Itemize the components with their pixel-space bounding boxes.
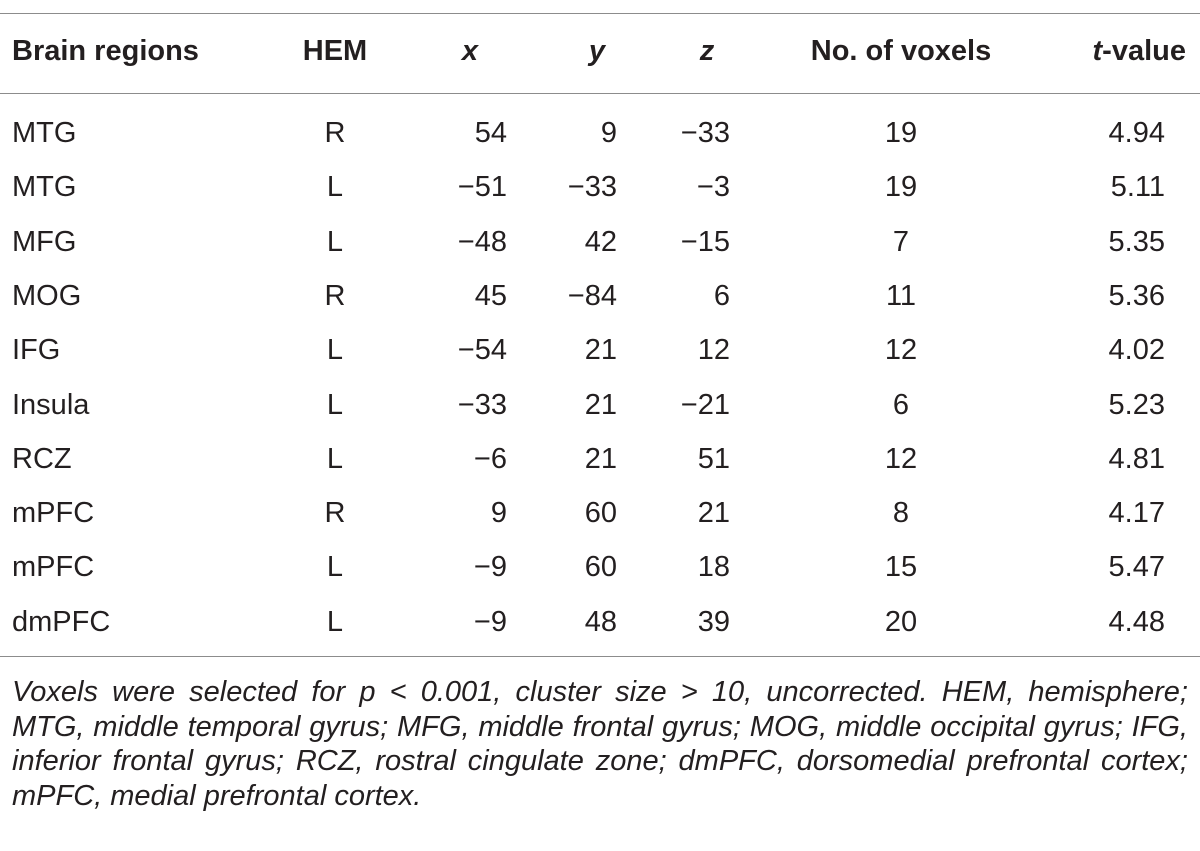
header-hem: HEM	[302, 35, 368, 67]
cell-region: MOG	[12, 280, 82, 312]
cell-t-value: 5.11	[1110, 171, 1165, 203]
cell-region: RCZ	[12, 443, 72, 475]
cell-z: −33	[680, 117, 730, 149]
table-top-rule	[0, 13, 1200, 14]
cell-z: 12	[697, 334, 730, 366]
cell-t-value: 5.36	[1108, 280, 1165, 312]
cell-z: −15	[680, 226, 730, 258]
cell-voxels: 6	[892, 389, 910, 421]
cell-z: 18	[697, 551, 730, 583]
cell-t-value: 5.47	[1108, 551, 1165, 583]
cell-hem: L	[326, 171, 344, 203]
table-bottom-rule	[0, 656, 1200, 657]
cell-y: 21	[584, 443, 617, 475]
cell-z: −21	[680, 389, 730, 421]
cell-y: 60	[584, 551, 617, 583]
cell-y: −33	[567, 171, 617, 203]
table-header-rule	[0, 93, 1200, 94]
header-brain-regions: Brain regions	[12, 35, 199, 67]
cell-y: −84	[567, 280, 617, 312]
cell-region: IFG	[12, 334, 61, 366]
cell-region: dmPFC	[12, 606, 111, 638]
cell-y: 21	[584, 389, 617, 421]
cell-region: MFG	[12, 226, 77, 258]
cell-voxels: 19	[884, 171, 918, 203]
cell-z: −3	[696, 171, 730, 203]
cell-voxels: 20	[884, 606, 918, 638]
cell-z: 51	[697, 443, 730, 475]
cell-t-value: 4.02	[1108, 334, 1165, 366]
cell-x: 9	[490, 497, 507, 529]
cell-t-value: 5.23	[1108, 389, 1165, 421]
cell-hem: L	[326, 389, 344, 421]
cell-voxels: 19	[884, 117, 918, 149]
cell-y: 42	[584, 226, 617, 258]
cell-voxels: 12	[884, 334, 918, 366]
table-footnote: Voxels were selected for p < 0.001, cluster size > 10, uncorrected. HEM, hemisphere; MTG, middle temporal gyrus; MFG, middle frontal gyrus; MOG, middle occipital gyrus; IFG, inferior frontal gyrus; RCZ, rostral cingulate zone; dmPFC, dorsomedial prefrontal cortex; mPFC, medial prefrontal cortex.	[12, 676, 1188, 812]
header-no-of-voxels: No. of voxels	[810, 35, 992, 67]
header-y: y	[588, 35, 606, 67]
header-z: z	[699, 35, 715, 67]
header-t-value	[1000, 34, 1186, 68]
cell-hem: R	[324, 497, 346, 529]
cell-x: −54	[457, 334, 507, 366]
cell-voxels: 7	[892, 226, 910, 258]
cell-t-value: 4.48	[1108, 606, 1165, 638]
header-x: x	[461, 35, 479, 67]
cell-y: 21	[584, 334, 617, 366]
cell-x: −9	[473, 551, 507, 583]
header-t-italic: t	[1092, 35, 1103, 67]
cell-region: Insula	[12, 389, 90, 421]
cell-z: 39	[697, 606, 730, 638]
cell-hem: L	[326, 551, 344, 583]
cell-t-value: 5.35	[1108, 226, 1165, 258]
cell-t-value: 4.81	[1108, 443, 1165, 475]
cell-hem: L	[326, 334, 344, 366]
cell-x: −48	[457, 226, 507, 258]
cell-hem: L	[326, 606, 344, 638]
cell-y: 48	[584, 606, 617, 638]
cell-t-value: 4.94	[1108, 117, 1165, 149]
cell-y: 9	[600, 117, 617, 149]
cell-y: 60	[584, 497, 617, 529]
cell-hem: R	[324, 280, 346, 312]
cell-x: −51	[457, 171, 507, 203]
cell-x: −6	[473, 443, 507, 475]
cell-x: 54	[474, 117, 507, 149]
header-t-suffix: -value	[1102, 35, 1186, 67]
cell-voxels: 12	[884, 443, 918, 475]
cell-hem: L	[326, 443, 344, 475]
cell-region: mPFC	[12, 497, 95, 529]
cell-t-value: 4.17	[1108, 497, 1165, 529]
cell-voxels: 11	[885, 280, 917, 312]
cell-x: 45	[474, 280, 507, 312]
cell-hem: R	[324, 117, 346, 149]
cell-z: 21	[697, 497, 730, 529]
cell-region: MTG	[12, 117, 77, 149]
cell-hem: L	[326, 226, 344, 258]
cell-z: 6	[713, 280, 730, 312]
cell-x: −33	[457, 389, 507, 421]
cell-x: −9	[473, 606, 507, 638]
cell-voxels: 15	[884, 551, 918, 583]
cell-region: MTG	[12, 171, 77, 203]
cell-region: mPFC	[12, 551, 95, 583]
cell-voxels: 8	[892, 497, 910, 529]
